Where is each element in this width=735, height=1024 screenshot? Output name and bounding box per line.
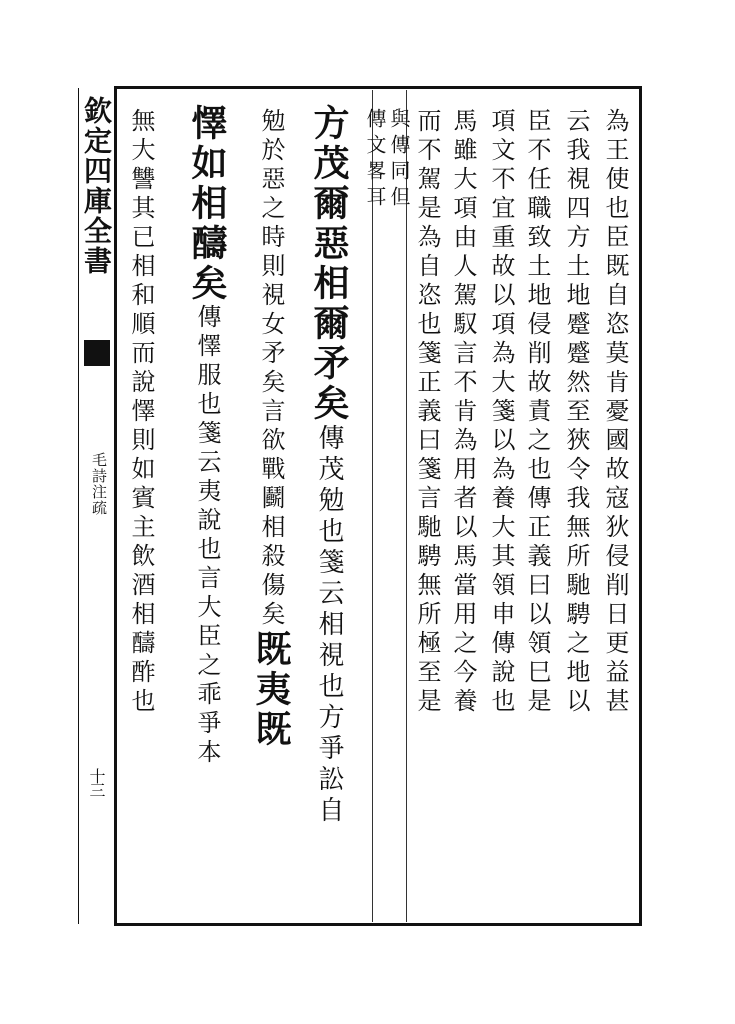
main-text: 既夷既 bbox=[250, 630, 292, 750]
column-divider bbox=[372, 90, 373, 922]
text-column-3: 臣不任職致土地侵削故責之也傳正義曰以領巳是 bbox=[523, 108, 551, 717]
main-text: 懌如相醻矣 bbox=[186, 104, 228, 304]
fishtail-mark bbox=[84, 340, 110, 366]
text-column-9 bbox=[308, 104, 350, 827]
text-column-6: 而不駕是為自恣也箋正義曰箋言馳騁無所極至是 bbox=[413, 108, 441, 717]
column-divider bbox=[406, 90, 407, 922]
commentary-text: 勉於惡之時則視女矛矣言欲戰鬬相殺傷矣 bbox=[257, 108, 285, 630]
text-column-12: 無大讐其已相和順而說懌則如賓主飲酒相醻酢也 bbox=[127, 108, 155, 717]
commentary-text: 傳茂勉也箋云相視也方爭訟自 bbox=[314, 424, 344, 827]
main-text: 方茂爾惡相爾矛矣 bbox=[308, 104, 350, 424]
folio-number: 十三 bbox=[87, 768, 106, 796]
text-column-4: 項文不宜重故以項為大箋以為養大其領申傳說也 bbox=[487, 108, 515, 717]
text-column-2: 云我視四方土地蹙蹙然至狹令我無所馳騁之地以 bbox=[562, 108, 590, 717]
text-column-5: 馬雖大項由人駕馭言不肯為用者以馬當用之今養 bbox=[449, 108, 477, 717]
running-title: 毛詩注疏 bbox=[90, 452, 108, 516]
margin-title: 欽定四庫全書 bbox=[80, 96, 113, 276]
text-column-11 bbox=[186, 104, 228, 768]
text-column-10 bbox=[250, 108, 292, 750]
text-column-8: 傳文畧耳 bbox=[363, 108, 387, 212]
text-column-7: 與傳同但 bbox=[387, 108, 411, 212]
commentary-text: 傳懌服也箋云夷說也言大臣之乖爭本 bbox=[193, 304, 221, 768]
text-column-1: 為王使也臣既自恣莫肯憂國故寇狄侵削日更益甚 bbox=[601, 108, 629, 717]
